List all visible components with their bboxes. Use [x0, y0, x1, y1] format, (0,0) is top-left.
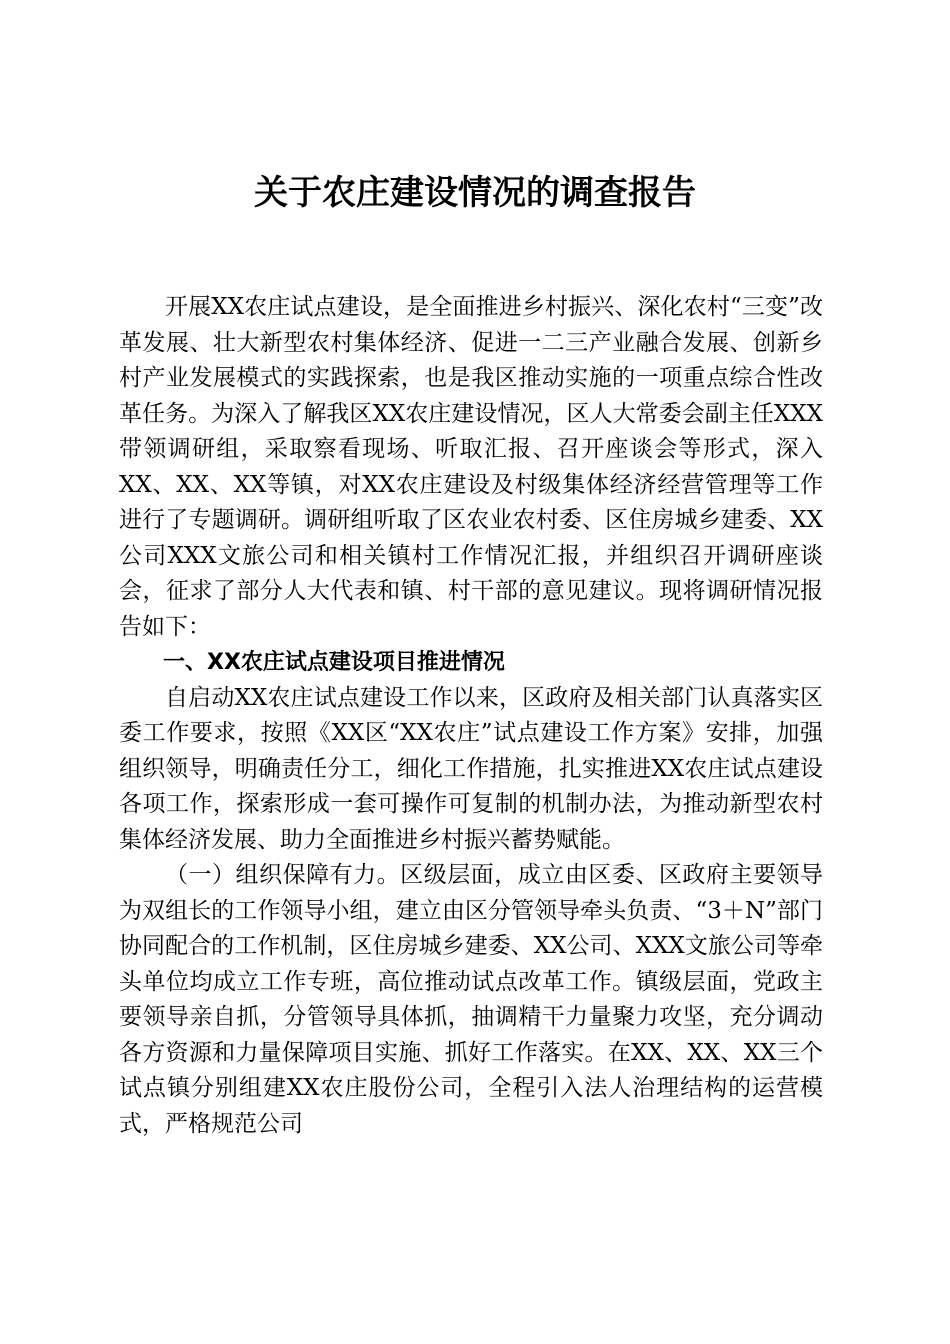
section-heading-1: 一、XX农庄试点建设项目推进情况: [163, 650, 505, 675]
subsection-1-paragraph: （一）组织保障有力。区级层面，成立由区委、区政府主要领导为双组长的工作领导小组，建立由区分管领导牵头负责、“3＋N”部门协同配合的工作机制，区住房城乡建委、XX公司、XXX文旅公司等牵头单位均成立工作专班，高位推动试点改革工作。镇级层面，党政主要领导亲自抓，分管领导具体抓，抽调精干力量聚力攻坚，充分调动各方资源和力量保障项目实施、抓好工作落实。在XX、XX、XX三个试点镇分别组建XX农庄股份公司，全程引入法人治理结构的运营模式，严格规范公司: [119, 862, 823, 1137]
intro-paragraph: 开展XX农庄试点建设，是全面推进乡村振兴、深化农村“三变”改革发展、壮大新型农村集体经济、促进一二三产业融合发展、创新乡村产业发展模式的实践探索，也是我区推动实施的一项重点综合性改革任务。为深入了解我区XX农庄建设情况，区人大常委会副主任XXX带领调研组，采取察看现场、听取汇报、召开座谈会等形式，深入XX、XX、XX等镇，对XX农庄建设及村级集体经济经营管理等工作进行了专题调研。调研组听取了区农业农村委、区住房城乡建委、XX公司XXX文旅公司和相关镇村工作情况汇报，并组织召开调研座谈会，征求了部分人大代表和镇、村干部的意见建议。现将调研情况报告如下：: [119, 294, 823, 640]
document-body: [119, 290, 823, 1142]
document-title: 关于农庄建设情况的调查报告: [254, 173, 696, 213]
section-1-paragraph: 自启动XX农庄试点建设工作以来，区政府及相关部门认真落实区委工作要求，按照《XX区“XX农庄”试点建设工作方案》安排，加强组织领导，明确责任分工，细化工作措施，扎实推进XX农庄试点建设各项工作，探索形成一套可操作可复制的机制办法，为推动新型农村集体经济发展、助力全面推进乡村振兴蓄势赋能。: [119, 684, 823, 853]
